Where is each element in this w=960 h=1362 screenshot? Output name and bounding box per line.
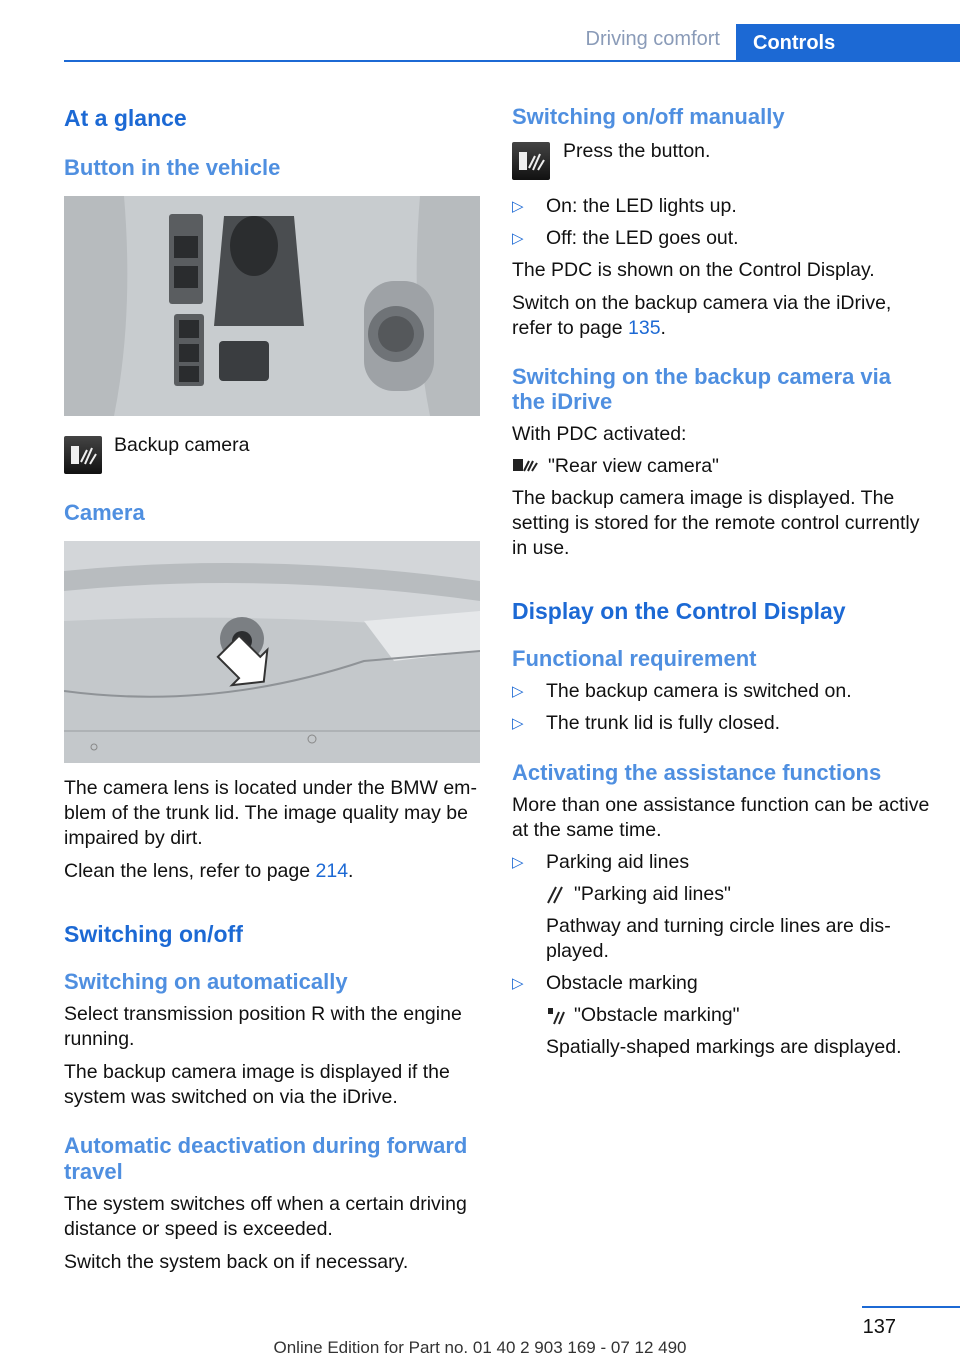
assistance-list bbox=[512, 850, 930, 1060]
page-ref-135[interactable]: 135 bbox=[628, 317, 661, 339]
triangle-bullet-icon: ▷ bbox=[512, 198, 524, 215]
image-displayed-text: The backup camera image is displayed. The setting is stored for the remote control currently in use. bbox=[512, 487, 920, 559]
triangle-bullet-icon: ▷ bbox=[512, 975, 524, 992]
edition-note: Online Edition for Part no. 01 40 2 903 169 - 07 12 490 bbox=[273, 1338, 687, 1357]
auto-text-2: The backup camera image is displayed if the system was switched on via the iDrive. bbox=[64, 1061, 450, 1108]
parking-lines-desc: Pathway and turning circle lines are displayed. bbox=[546, 915, 891, 962]
list-item bbox=[512, 850, 930, 964]
section-tab[interactable]: Driving comfort bbox=[585, 28, 720, 50]
clean-lens-text bbox=[64, 859, 482, 884]
rear-view-camera-line bbox=[512, 454, 930, 479]
page-header bbox=[0, 0, 960, 62]
heading-switching-via-idrive: Switching on the backup camera via the iDrive bbox=[512, 364, 891, 414]
clean-lens-prefix: Clean the lens, refer to page bbox=[64, 860, 316, 882]
camera-text: The camera lens is located under the BMW emblem of the trunk lid. The image quality may be impaired by dirt. bbox=[64, 777, 477, 849]
off-item-text: Off: the LED goes out. bbox=[546, 227, 739, 249]
parking-aid-lines-icon bbox=[546, 885, 566, 905]
deact-text-2: Switch the system back on if necessary. bbox=[64, 1251, 409, 1273]
assist-text: More than one assistance function can be active at the same time. bbox=[512, 794, 930, 841]
heading-functional-requirement: Functional requirement bbox=[512, 646, 757, 671]
heading-button-in-vehicle: Button in the vehicle bbox=[64, 155, 281, 180]
list-item bbox=[512, 711, 930, 736]
triangle-bullet-icon: ▷ bbox=[512, 230, 524, 247]
parking-lines-menu-text: "Parking aid lines" bbox=[574, 883, 731, 905]
parking-lines-text: Parking aid lines bbox=[546, 851, 690, 873]
heading-switching-on-off: Switching on/off bbox=[64, 921, 243, 947]
on-off-list bbox=[512, 194, 930, 251]
page-ref-214[interactable]: 214 bbox=[315, 860, 349, 882]
rear-view-camera-icon bbox=[512, 457, 540, 477]
list-item bbox=[512, 971, 930, 1060]
deact-text-1: The system switches off when a certain driving distance or speed is exceeded. bbox=[64, 1193, 467, 1240]
switch-on-text bbox=[512, 291, 930, 341]
parking-lines-menu-line bbox=[546, 882, 930, 907]
console-photo bbox=[64, 196, 480, 416]
pdc-shown-text: The PDC is shown on the Control Display. bbox=[512, 259, 875, 281]
auto-text-1: Select transmission position R with the engine running. bbox=[64, 1003, 462, 1050]
on-item-text: On: the LED lights up. bbox=[546, 195, 737, 217]
heading-display-control: Display on the Control Display bbox=[512, 598, 846, 624]
chapter-tab[interactable]: Controls bbox=[736, 24, 960, 60]
obstacle-menu-line bbox=[546, 1003, 930, 1028]
rear-view-camera-text: "Rear view camera" bbox=[548, 455, 719, 477]
triangle-bullet-icon: ▷ bbox=[512, 854, 524, 871]
backup-camera-row bbox=[64, 436, 482, 474]
backup-camera-label: Backup camera bbox=[114, 434, 250, 456]
switch-on-prefix: Switch on the backup camera via the iDrive, refer to page bbox=[512, 292, 892, 339]
obstacle-text: Obstacle marking bbox=[546, 972, 698, 994]
req-2-text: The trunk lid is fully closed. bbox=[546, 712, 781, 734]
triangle-bullet-icon: ▷ bbox=[512, 715, 524, 732]
clean-lens-suffix: . bbox=[348, 860, 354, 882]
heading-switching-on-automatically: Switching on automatically bbox=[64, 969, 348, 994]
header-rule bbox=[64, 60, 960, 62]
footer-rule bbox=[862, 1306, 960, 1308]
obstacle-marking-icon bbox=[546, 1006, 566, 1026]
heading-automatic-deactivation: Automatic deactivation during forward travel bbox=[64, 1133, 468, 1184]
list-item bbox=[512, 226, 930, 251]
heading-assistance-functions: Activating the assistance functions bbox=[512, 760, 882, 785]
req-1-text: The backup camera is switched on. bbox=[546, 680, 852, 702]
switch-on-suffix: . bbox=[660, 317, 666, 339]
list-item bbox=[512, 679, 930, 704]
pdc-button-icon bbox=[512, 142, 550, 180]
press-button-text: Press the button. bbox=[563, 140, 711, 162]
with-pdc-text: With PDC activated: bbox=[512, 423, 687, 445]
page-number: 137 bbox=[862, 1316, 896, 1338]
backup-camera-button-icon bbox=[64, 436, 102, 474]
list-item bbox=[512, 194, 930, 219]
trunk-lid-photo bbox=[64, 541, 480, 763]
heading-camera: Camera bbox=[64, 500, 145, 525]
heading-switching-manually: Switching on/off manually bbox=[512, 104, 785, 129]
triangle-bullet-icon: ▷ bbox=[512, 683, 524, 700]
left-column bbox=[64, 100, 482, 1275]
obstacle-menu-text: "Obstacle marking" bbox=[574, 1004, 740, 1026]
right-column bbox=[512, 100, 930, 1060]
press-button-row bbox=[512, 142, 930, 180]
obstacle-desc: Spatially-shaped markings are displayed. bbox=[546, 1036, 902, 1058]
requirements-list bbox=[512, 679, 930, 736]
heading-at-a-glance: At a glance bbox=[64, 105, 187, 131]
